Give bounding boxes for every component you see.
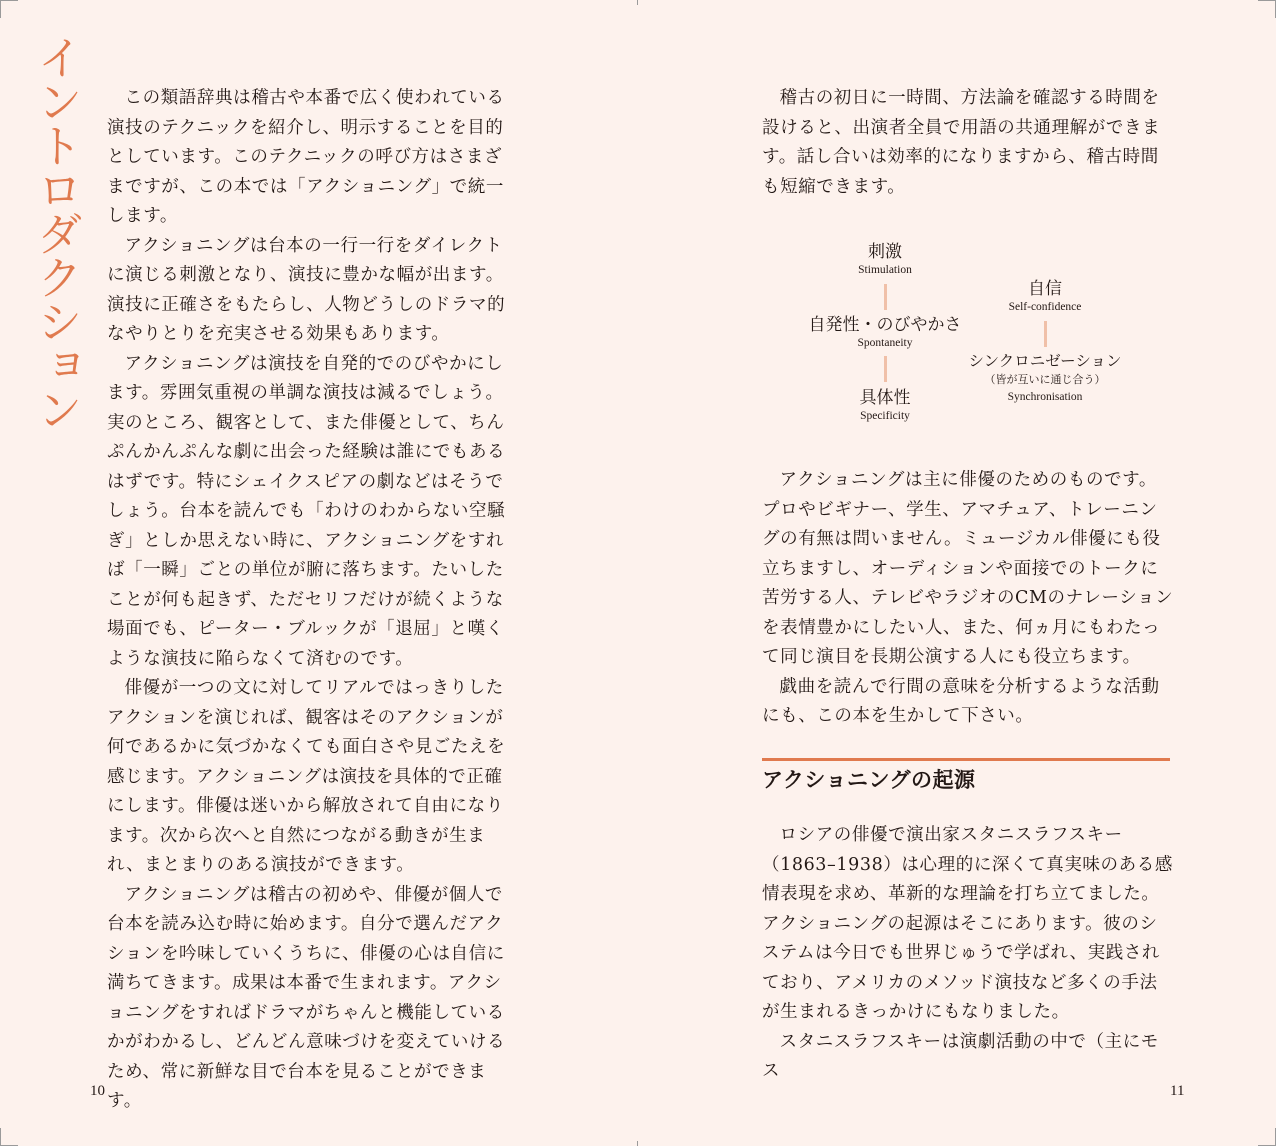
node-specificity: [845, 387, 925, 423]
paragraph: アクショニングは稽古の初めや、俳優が個人で台本を読み込む時に始めます。自分で選んだアクションを吟味していくうちに、俳優の心は自信に満ちてきます。成果は本番で生まれます。アクショニングをすればドラマがちゃんと機能しているかがわかるし、どんどん意味づけを変えていけるため、常に新鮮な目で台本を見ることができます。: [107, 884, 506, 1111]
node-synchronisation: [965, 350, 1125, 404]
node-label-jp: 刺激: [868, 242, 902, 262]
crop-mark: [0, 0, 1, 18]
concept-diagram: [795, 235, 1135, 435]
node-label-en: Stimulation: [858, 264, 912, 276]
node-label-en: Self-confidence: [1008, 301, 1082, 313]
paragraph: アクショニングは演技を自発的でのびやかにします。雰囲気重視の単調な演技は減るでしょう。実のところ、観客として、また俳優として、ちんぷんかんぷんな劇に出会った経験は誰にでもあるはずです。特にシェイクスピアの劇などはそうでしょう。台本を読んでも「わけのわからない空騒ぎ」としか思えない時に、アクショニングをすれば「一瞬」ごとの単位が腑に落ちます。たいしたことが何も起きず、ただセリフだけが続くような場面でも、ピーター・ブルックが「退屈」と嘆くような演技に陥らなくて済むのです。: [107, 353, 506, 669]
node-stimulation: [845, 241, 925, 277]
node-label-jp: 自信: [1028, 279, 1062, 299]
left-page-body: [107, 84, 519, 1117]
right-page-section-body: [762, 821, 1174, 1087]
connector-line: [1044, 321, 1047, 347]
node-label-en: Synchronisation: [1007, 391, 1083, 403]
right-page-middle: [762, 466, 1174, 732]
section-heading: アクショニングの起源: [762, 767, 976, 792]
node-label-en: Spontaneity: [857, 337, 913, 349]
paragraph: アクショニングは台本の一行一行をダイレクトに演じる刺激となり、演技に豊かな幅が出ます。演技に正確さをもたらし、人物どうしのドラマ的なやりとりを充実させる効果もあります。: [107, 235, 506, 344]
crop-mark: [0, 1128, 1, 1146]
gutter-mark-bottom: [637, 1141, 638, 1146]
paragraph: アクショニングは主に俳優のためのものです。プロやビギナー、学生、アマチュア、トレーニングの有無は問いません。ミュージカル俳優にも役立ちますし、オーディションや面接でのトークに苦労する人、テレビやラジオのCMのナレーションを表情豊かにしたい人、また、何ヵ月にもわたって同じ演目を長期公演する人にも役立ちます。: [762, 470, 1174, 667]
gutter-mark-top: [637, 0, 638, 5]
right-page-intro: [762, 84, 1174, 202]
node-spontaneity: [795, 314, 975, 350]
node-label-en: Specificity: [860, 410, 910, 422]
node-self-confidence: [995, 278, 1095, 314]
crop-mark: [1258, 0, 1276, 1]
connector-line: [884, 284, 887, 310]
paragraph: ロシアの俳優で演出家スタニスラフスキー（1863–1938）は心理的に深くて真実味のある感情表現を求め、革新的な理論を打ち立てました。アクショニングの起源はそこにあります。彼のシステムは今日でも世界じゅうで学ばれ、実践されており、アメリカのメソッド演技など多くの手法が生まれるきっかけにもなりました。: [762, 825, 1173, 1022]
paragraph: スタニスラフスキーは演劇活動の中で（主にモス: [762, 1031, 1159, 1081]
page-number-right: 11: [1170, 1083, 1185, 1099]
paragraph: この類語辞典は稽古や本番で広く使われている演技のテクニックを紹介し、明示することを目的としています。このテクニックの呼び方はさまざまですが、この本では「アクショニング」で統一します。: [107, 88, 505, 226]
paragraph: 戯曲を読んで行間の意味を分析するような活動にも、この本を生かして下さい。: [762, 676, 1160, 726]
node-label-sub: （皆が互いに通じ合う）: [984, 373, 1106, 386]
section-divider: [762, 758, 1170, 761]
connector-line: [884, 356, 887, 382]
node-label-jp: シンクロニゼーション: [968, 352, 1122, 370]
node-label-jp: 具体性: [859, 388, 911, 408]
paragraph: 俳優が一つの文に対してリアルではっきりしたアクションを演じれば、観客はそのアクションが何であるかに気づかなくても面白さや見ごたえを感じます。アクショニングは演技を具体的で正確にします。俳優は迷いから解放されて自由になります。次から次へと自然につながる動きが生まれ、まとまりのある演技ができます。: [107, 678, 506, 875]
crop-mark: [0, 0, 18, 1]
paragraph: 稽古の初日に一時間、方法論を確認する時間を設けると、出演者全員で用語の共通理解ができます。話し合いは効率的になりますから、稽古時間も短縮できます。: [762, 88, 1161, 197]
chapter-title: イントロダクション: [30, 34, 84, 430]
page-number-left: 10: [90, 1083, 105, 1099]
node-label-jp: 自発性・のびやかさ: [808, 315, 962, 335]
